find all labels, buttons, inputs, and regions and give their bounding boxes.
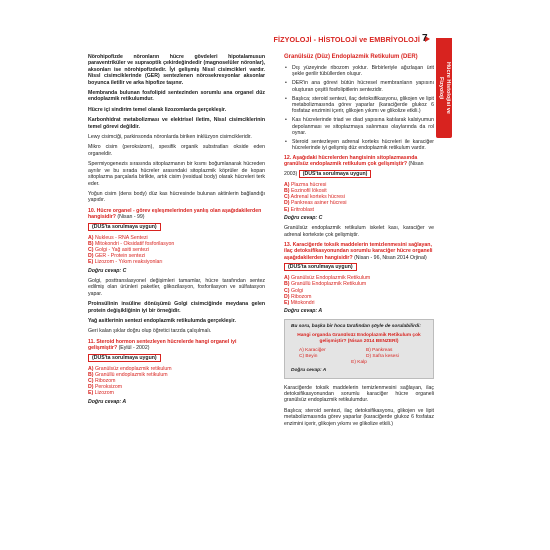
- paragraph: Geri kalan şıklar doğru olup öğretici tarzda çalışılmalı.: [88, 328, 212, 335]
- bullet-item: • Steroid sentezleyen adrenal korteks hücreleri ile karaciğer hücrelerinde iyi gelişmiş düz endoplazmik retikulum vardır.: [284, 139, 434, 152]
- question-text: 10. Hücre organel - görev eşleşmelerinden yanlış olan aşağıdakilerden hangisidir?: [88, 207, 262, 221]
- option-letter: D): [284, 200, 290, 207]
- paragraph: Başlıca; steroid sentezi, ilaç detoksifikasyonu, glikojen ve lipit metabolizmasında görev yaparlar (karaciğerde glukoz 6 fosfataz enzimini içerir, glikojen yıkımı ve glikolize etkili.): [284, 407, 434, 427]
- option-text: Granülsüz Endoplazmik Retikulum: [290, 275, 371, 282]
- paragraph: Mikro cisim (peroksizom), spesifik organik substratları okside eden organeldir.: [88, 144, 265, 157]
- option-text: Granüllü Endoplazmik Retikulum: [290, 281, 367, 288]
- right-column: [284, 54, 434, 431]
- question-12: [284, 155, 434, 221]
- paragraph: Golgi, posttranslasyonel değişimleri tamamlar, hücre tarafından sentez edilmiş olan ürünleri paketler, glikozilasyon, fosforilasyon ve sülfatasyon yapar.: [88, 277, 265, 297]
- answer-line: Doğru cevap: C: [88, 267, 127, 274]
- question-title: [284, 242, 434, 261]
- option-text: Eritroblast: [290, 206, 314, 213]
- option-letter: B): [88, 371, 94, 378]
- paragraph: Yağ asitlerinin sentezi endoplazmik retikulumda gerçekleşir.: [88, 317, 236, 324]
- option-text: Granülsüz endoplazmik retikulum: [94, 365, 172, 372]
- option-letter: A): [284, 181, 290, 188]
- paragraph: Membranda bulunan fosfolipid sentezinden sorumlu ana organel düz endoplazmik retikulumdur.: [88, 90, 265, 103]
- question-source: (Nisan - 96, Nisan 2014 Orjinal): [354, 254, 427, 261]
- option-letter: B): [88, 240, 94, 247]
- section-title: Granülsüz (Düz) Endoplazmik Retikulum (DER): [284, 54, 418, 60]
- option-letter: B): [366, 347, 371, 353]
- option-text: Nukleus - RNA Sentezi: [94, 234, 148, 241]
- option-text: Granüllü endoplazmik retikulum: [94, 371, 168, 378]
- option-letter: C): [284, 287, 290, 294]
- option-e[interactable]: [284, 207, 434, 213]
- option-text: Karaciğer: [305, 347, 326, 353]
- question-title: [88, 339, 265, 352]
- dus-badge: (DUS'ta sorulmaya uygun): [88, 223, 161, 231]
- option-letter: E): [88, 259, 94, 266]
- header-title: FİZYOLOJİ - HİSTOLOJİ ve EMBRİYOLOJİ: [273, 35, 420, 44]
- alternative-question-box: [284, 319, 434, 379]
- left-column: [88, 54, 265, 409]
- question-source: (Nisan - 99): [117, 214, 145, 221]
- option-text: Golgi - Yağ asiti sentezi: [94, 246, 149, 253]
- page-header: [273, 34, 430, 48]
- option-letter: B): [284, 187, 290, 194]
- option-text: Beyin: [305, 353, 318, 359]
- question-11: [88, 339, 265, 405]
- options-list: [88, 235, 265, 266]
- option-text: Mitokondri - Oksidatif fosforilasyon: [94, 240, 175, 247]
- question-text: 11. Steroid hormon sentezleyen hücrelerde hangi organel iyi gelişmiştir?: [88, 338, 237, 352]
- box-option-e[interactable]: E) Kalp: [351, 359, 367, 365]
- question-13: [284, 242, 434, 315]
- paragraph: Nörohipofizde nöronların hücre gövdeleri hipotalamusun paraventriküler ve supraoptik çekirdeğindedir (magnoselüler nöronlar), aksonları ise nörohipofizdedir. İyi gelişmiş Nissl cisimcikleri vardır. Nissl cisimciklerinde (GER) sentezlenen nörosekresyonlar aksonlar boyunca iletilir ve arka hipofize taşınır.: [88, 54, 265, 86]
- option-letter: C): [88, 246, 94, 253]
- option-text: Plazma hücresi: [290, 181, 327, 188]
- box-option-c[interactable]: [299, 354, 360, 360]
- answer-line: Doğru cevap: A: [88, 398, 127, 405]
- options-list: [88, 366, 265, 397]
- option-letter: A): [88, 365, 94, 372]
- paragraph: Karbonhidrat metabolizması ve elektrisel iletim, Nissl cisimciklerinin temel görevi değildir.: [88, 117, 265, 130]
- paragraph: Granülsüz endoplazmik retikulum iskelet kası, karaciğer ve adrenal kortekste çok gelişmiştir.: [284, 225, 434, 238]
- side-tab-label: Hücre Histolojisi ve Fizyoloji: [438, 62, 451, 114]
- option-text: Safra kesesi: [372, 353, 399, 359]
- option-letter: A): [299, 347, 304, 353]
- option-text: GER - Protein sentezi: [94, 253, 146, 260]
- question-10: [88, 208, 265, 274]
- paragraph: Lewy cisimciği, parkinsonda nöronlarda biriken inklüzyon cisimcikleridir.: [88, 134, 252, 141]
- option-text: Adrenal korteks hücresi: [290, 194, 345, 201]
- paragraph: Yoğun cisim (dens body) düz kas hücresinde bulunan aktinlerin bağlandığı yapıdır.: [88, 190, 265, 204]
- box-heading: Bu soru, başka bir hoca tarafından şöyle de sorulabilirdi:: [291, 323, 421, 329]
- options-list: [284, 275, 434, 306]
- bullet-item: • Kas hücrelerinde triad ve diad yapısına katılarak kalsiyumun depolanması ve sitoplazmaya salınması olaylarında da rol oynar.: [284, 117, 434, 136]
- question-text: 12. Aşağıdaki hücrelerden hangisinin sitoplazmasında granülsüz endoplazmik retikulum çok gelişmiştir?: [284, 154, 418, 168]
- options-list: [284, 182, 434, 213]
- option-text: Lizozom - Yıkım reaksiyonları: [94, 259, 163, 266]
- paragraph: Hücre içi sindirim temel olarak lizozomlarda gerçekleşir.: [88, 106, 227, 113]
- option-text: Peroksizom: [94, 384, 123, 391]
- option-letter: E): [284, 299, 290, 306]
- option-letter: C): [299, 353, 305, 359]
- option-text: Ribozom: [290, 293, 312, 300]
- question-source: (Nisan 2003): [284, 161, 424, 177]
- bullet-item: • Başlıca; steroid sentezi, ilaç detoksifikasyonu, glikojen ve lipit metabolizmasında görev yaparlar (karaciğerde glukoz 6 fosfataz enzimini içerir, glikojen yıkımı ve glikolize etkili.): [284, 96, 434, 115]
- option-letter: D): [284, 293, 290, 300]
- option-e[interactable]: [284, 300, 434, 306]
- option-text: Eozinofil lökosit: [290, 187, 327, 194]
- option-text: Pankreas asiner hücresi: [290, 200, 347, 207]
- page-number: 7: [422, 33, 428, 44]
- option-letter: C): [284, 194, 290, 201]
- box-answer: Doğru cevap: A: [291, 367, 327, 373]
- answer-line: Doğru cevap: C: [284, 214, 323, 221]
- option-text: Pankreas: [372, 347, 393, 353]
- question-source: (Eylül - 2002): [118, 345, 150, 352]
- option-letter: A): [88, 234, 94, 241]
- option-text: Golgi: [290, 287, 304, 294]
- dus-badge: (DUS'ta sorulmaya uygun): [299, 170, 372, 178]
- paragraph: Karaciğerde toksik maddelerin temizlenmesini sağlayan, ilaç detoksifikasyonundan sorumlu karaciğer hücre organeli granülsüz endoplazmik retikulumdur.: [284, 384, 434, 404]
- option-letter: E): [88, 390, 94, 397]
- option-text: Ribozom: [94, 378, 116, 385]
- answer-line: Doğru cevap: A: [284, 308, 323, 315]
- dus-badge: (DUS'ta sorulmaya uygun): [88, 354, 161, 362]
- option-text: Lizozom: [94, 390, 114, 397]
- question-text: 13. Karaciğerde toksik maddelerin temizlenmesini sağlayan, ilaç detoksifikasyonundan sorumlu karaciğer hücre organeli aşağıdakilerden hangisidir?: [284, 241, 433, 261]
- box-options: [291, 348, 427, 360]
- option-letter: A): [284, 275, 290, 282]
- box-option-d[interactable]: [366, 354, 427, 360]
- paragraph: Spermiyogenezis sırasında sitoplazmanın bir kısmı boğumlanarak hücreden ayrılır ve bu sırada hücreler arasındaki sitoplazmik köprüler de kopan sitoplazma parçalarla birlikte, artık cisim (residual body) olarak hücreleri terk eder.: [88, 161, 265, 187]
- option-text: Mitokondri: [290, 299, 315, 306]
- option-letter: D): [88, 253, 94, 260]
- option-e[interactable]: [88, 259, 265, 265]
- dus-badge: (DUS'ta sorulmaya uygun): [284, 263, 357, 271]
- box-question: Hangi organda Granülsüz Endoplazmik Retikulum çok gelişmiştir? (Nisan 2014 BENZERİ): [297, 332, 421, 344]
- question-title: [88, 208, 265, 221]
- side-tab: [436, 38, 452, 138]
- option-letter: D): [366, 353, 372, 359]
- option-letter: C): [88, 378, 94, 385]
- bullet-item: • Dış yüzeyinde ribozom yoktur. Birbirleriyle ağızlaşan ürit şekle gerilir tübüllerden oluşur.: [284, 65, 434, 78]
- option-letter: E): [284, 206, 290, 213]
- option-letter: B): [284, 281, 290, 288]
- option-e[interactable]: [88, 390, 265, 396]
- question-title: [284, 155, 434, 180]
- bullet-item: • DER'in ana görevi bütün hücresel membranların yapısını oluşturan çeşitli fosfolipitlerin sentezidir.: [284, 80, 434, 93]
- option-letter: D): [88, 384, 94, 391]
- paragraph: Proinsülinin insüline dönüşümü Golgi cisimciğinde meydana gelen protein değişikliğinin iyi bir örneğidir.: [88, 301, 265, 314]
